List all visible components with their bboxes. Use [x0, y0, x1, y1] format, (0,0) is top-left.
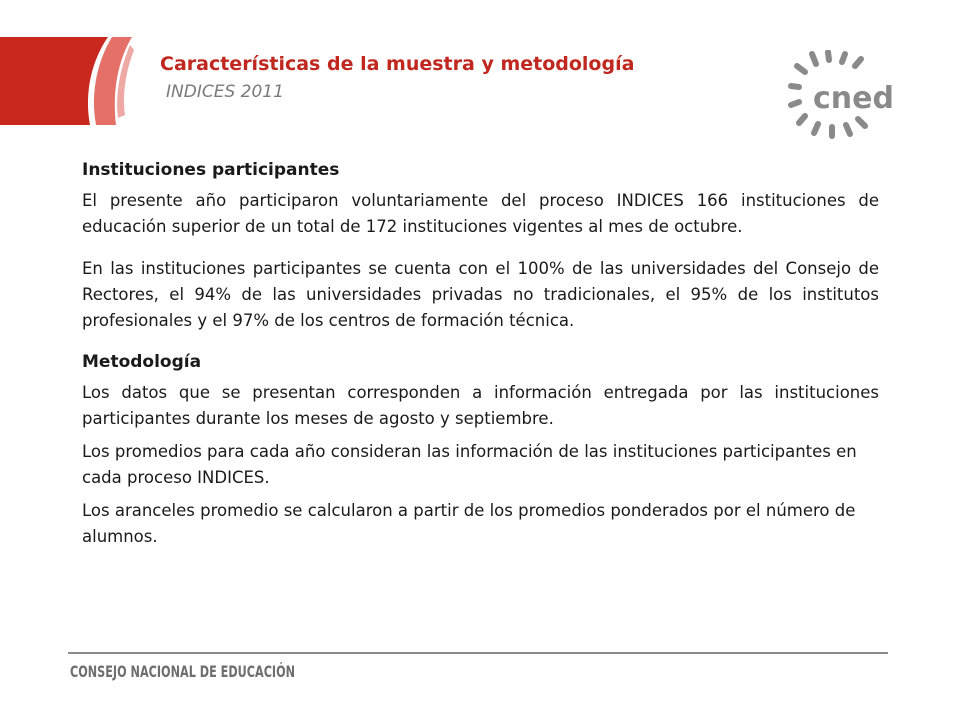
- footer-organization: CONSEJO NACIONAL DE EDUCACIÓN: [70, 662, 296, 681]
- instituciones-paragraph-2: En las instituciones participantes se cuenta con el 100% de las universidades del Consejo de Rectores, el 94% de las universidades privadas no tradicionales, el 95% de los institutos profesionales y el 97% de los centros de formación técnica.: [82, 259, 879, 330]
- page-subtitle: INDICES 2011: [166, 82, 284, 102]
- footer-divider: [68, 652, 888, 654]
- metodologia-paragraph-1: Los datos que se presentan corresponden a información entregada por las instituciones participantes durante los meses de agosto y septiembre.: [82, 383, 879, 428]
- metodologia-paragraph-3: Los aranceles promedio se calcularon a partir de los promedios ponderados por el número de alumnos.: [82, 501, 856, 546]
- main-content: [82, 158, 879, 550]
- page-title: Características de la muestra y metodología: [160, 53, 635, 75]
- cned-logo: [785, 50, 900, 145]
- logo-text: cned: [813, 81, 894, 116]
- instituciones-paragraph-1: El presente año participaron voluntariamente del proceso INDICES 166 instituciones de educación superior de un total de 172 instituciones vigentes al mes de octubre.: [82, 191, 879, 236]
- section-heading-metodologia: Metodología: [82, 352, 202, 372]
- header: [160, 52, 634, 103]
- header-decoration: [0, 0, 150, 130]
- metodologia-paragraph-2: Los promedios para cada año consideran las información de las instituciones participantes en cada proceso INDICES.: [82, 442, 857, 487]
- section-heading-instituciones: Instituciones participantes: [82, 160, 340, 180]
